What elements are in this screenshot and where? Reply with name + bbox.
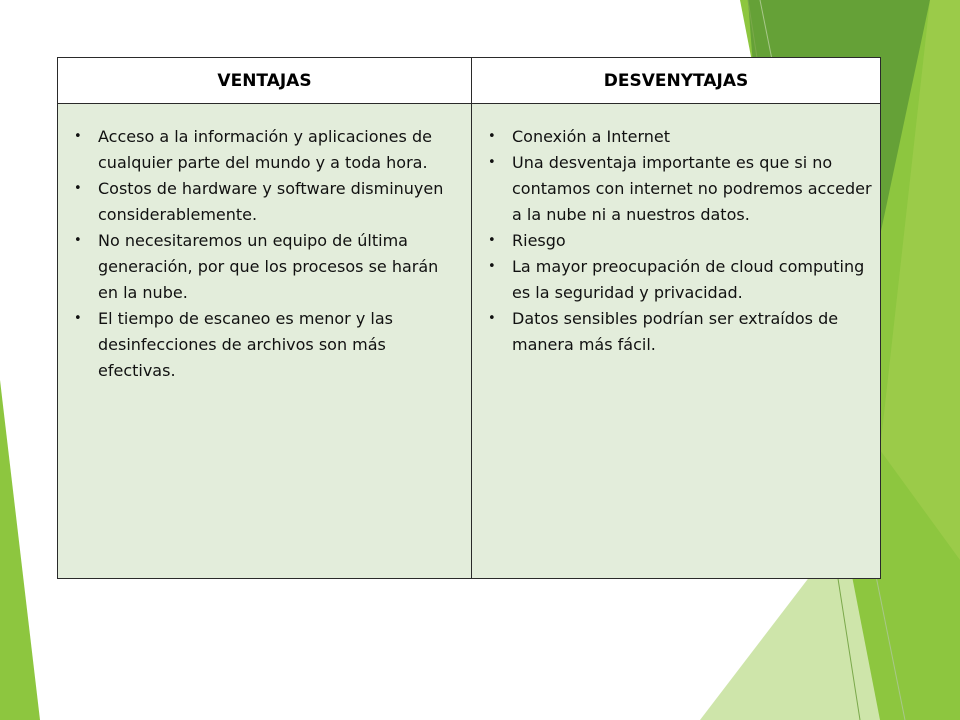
list-item: • Riesgo	[484, 228, 872, 254]
list-item: • Datos sensibles podrían ser extraídos de manera más fácil.	[484, 306, 872, 358]
list-item: • El tiempo de escaneo es menor y las desinfecciones de archivos son más efectivas.	[70, 306, 457, 384]
desventajas-cell	[472, 104, 880, 578]
desventajas-list	[484, 124, 872, 358]
comparison-table	[57, 57, 881, 579]
list-item: • Una desventaja importante es que si no contamos con internet no podremos acceder a la nube ni a nuestros datos.	[484, 150, 872, 228]
list-item: • No necesitaremos un equipo de última generación, por que los procesos se harán en la nube.	[70, 228, 457, 306]
list-item: • La mayor preocupación de cloud computing es la seguridad y privacidad.	[484, 254, 872, 306]
header-desventajas: DESVENYTAJAS	[472, 58, 880, 104]
header-ventajas: VENTAJAS	[58, 58, 472, 104]
list-item: • Acceso a la información y aplicaciones de cualquier parte del mundo y a toda hora.	[70, 124, 457, 176]
ventajas-list	[70, 124, 457, 384]
list-item: • Costos de hardware y software disminuyen considerablemente.	[70, 176, 457, 228]
left-edge-triangle	[0, 380, 40, 720]
list-item: • Conexión a Internet	[484, 124, 872, 150]
ventajas-cell	[58, 104, 472, 578]
